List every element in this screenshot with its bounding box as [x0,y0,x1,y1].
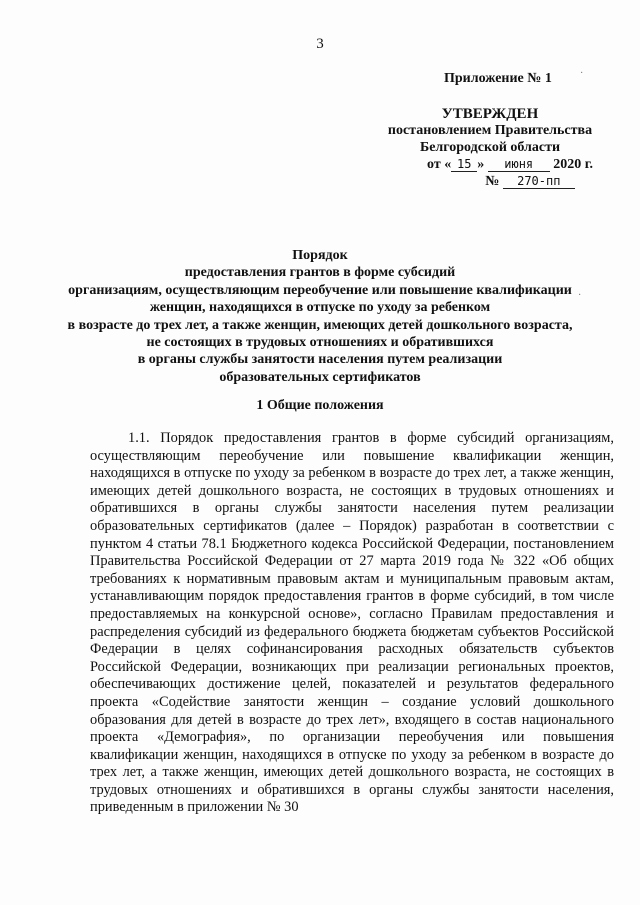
date-mid: » [477,157,485,172]
decree-line: постановлением Правительства [387,123,593,138]
number-value: 270-пп [503,174,575,189]
title-line-6: не состоящих в трудовых отношениях и обратившихся [146,335,494,351]
scan-speck: · [580,68,584,79]
number-prefix: № [485,174,500,189]
title-line-2: предоставления грантов в форме субсидий [184,265,456,281]
title-line-8: образовательных сертификатов [219,369,421,385]
title-line-1: Порядок [292,248,348,263]
section-heading: 1 Общие положения [256,398,384,413]
approved-heading: УТВЕРЖДЕН [441,106,539,122]
date-year: 2020 г. [553,157,593,172]
appendix-label: Приложение № 1 [444,71,552,86]
approval-number-line [440,173,620,190]
title-line-4: женщин, находящихся в отпуске по уходу за ребенком [149,300,491,316]
page-number: 3 [316,36,324,52]
document-title [60,247,580,386]
title-line-5: в возрасте до трех лет, а также женщин, имеющих детей дошкольного возраста, [67,317,573,333]
paragraph-1-1: 1.1. Порядок предоставления грантов в форме субсидий организациям, осуществляющим переобучение или повышение квалификации женщин, находящихся в отпуске по уходу за ребенком в возрасте до трех лет, а также женщин, имеющих детей дошкольного возраста, не состоящих в трудовых отношениях и обратившихся в органы службы занятости населения путем реализации образовательных сертификатов (далее – Порядок) разработан в соответствии с пунктом 4 статьи 78.1 Бюджетного кодекса Российской Федерации, постановлением Правительства Российской Федерации от 27 марта 2019 года № 322 «Об общих требованиях к нормативным правовым актам и муниципальным правовым актам, устанавливающим порядок предоставления грантов в форме субсидий, в том числе предоставляемых на конкурсной основе», согласно Правилам предоставления и распределения субсидий из федерального бюджета бюджетам субъектов Российской Федерации в целях софинансирования расходных обязательств субъектов Российской Федерации, возникающих при реализации региональных проектов, обеспечивающих достижение целей, показателей и результатов федерального проекта «Содействие занятости женщин – создание условий дошкольного образования для детей в возрасте до трех лет», входящего в состав национального проекта «Демография», по организации переобучения или повышения квалификации женщин, находящихся в отпуске по уходу за ребенком в возрасте до трех лет, а также женщин, имеющих детей дошкольного возраста, не состоящих в трудовых отношениях и обратившихся в органы службы занятости населения, приведенным в приложении № 30 [90,430,614,816]
title-line-7: в органы службы занятости населения путем реализации [137,352,503,368]
date-day: 15 [451,157,477,172]
date-prefix: от « [427,157,452,172]
scan-speck: · [578,290,582,301]
approval-date-line [400,156,620,173]
region-line: Белгородской области [419,140,561,155]
title-line-3: организациям, осуществляющим переобучение или повышение квалификации [68,282,572,298]
date-month: июня [488,157,550,172]
